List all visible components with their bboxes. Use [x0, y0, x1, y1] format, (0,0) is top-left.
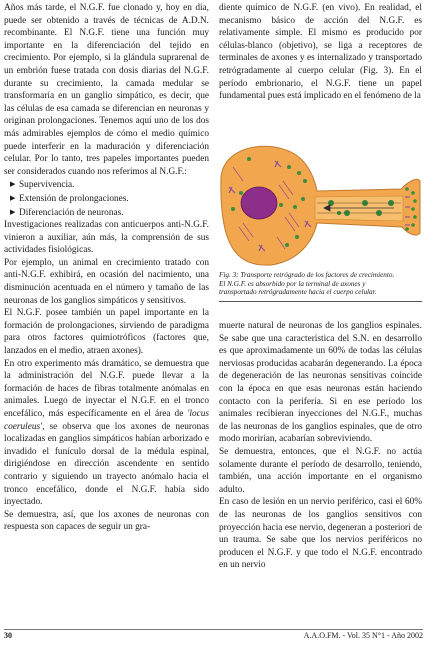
caption-line: Fig. 3: Transporte retrógrado de los factores de crecimiento.	[219, 271, 395, 279]
caption-divider	[219, 301, 422, 302]
neuron-retrograde-transport-figure	[219, 137, 422, 267]
list-item: ▶ Diferenciación de neuronas.	[10, 207, 124, 218]
caption-line: transportado retrógradamente hacia el cuerpo celular.	[219, 288, 377, 297]
caption-line: El N.G.F. es absorbido por la terminal de axones y	[219, 279, 366, 288]
paragraph: El N.G.F. posee también un papel importante en la formación de prolongaciones, sirviendo de paradigma para otros factores quimiotróficos (factores que, lanzados en el medio, atraen axones).	[4, 308, 209, 357]
footer-rule	[4, 629, 423, 630]
right-column-bottom	[219, 320, 422, 572]
left-column	[4, 2, 209, 534]
figure-caption	[219, 271, 422, 297]
page-footer	[4, 631, 423, 642]
emphasis-term: 'locus coeruleus'	[4, 409, 209, 432]
paragraph: Años más tarde, el N.G.F. fue clonado y, hoy en día, puede ser obtenido a través de técnicas de A.D.N. recombinante. El N.G.F. tiene una función muy importante en la diferenciación del tejido en crecimiento. Por ejemplo, si la glándula suprarenal de un embrión fuese tratada con dosis diarias del N.G.F. durante su crecimiento, la camada medular se transformaría en un ganglio simpático, es decir, que las células de esa camada se diferencian en neuronas y originan prolongaciones. Tenemos aquí uno de los dos más admirables ejemplos de cómo el medio químico puede interferir en la maduración y diferenciación celular. Por lo tanto, tres papeles importantes pueden ser considerados cuando nos referimos al N.G.F.:	[4, 3, 209, 177]
paragraph: Se demuestra, así, que los axones de neuronas con respuesta son capaces de seguir un gra-	[4, 509, 209, 533]
triangle-bullet-icon: ▶	[10, 180, 16, 189]
list-item: ▶ Supervivencia.	[10, 180, 75, 191]
nucleus	[241, 187, 277, 219]
paragraph: Por ejemplo, un animal en crecimiento tratado con anti-N.G.F. exhibirá, en ocasión del nacimiento, una disminución acentuada en el número y tamaño de las neuronas de los ganglios simpáticos y sensitivos.	[4, 257, 209, 306]
right-column-top	[219, 2, 422, 103]
paragraph: Investigaciones realizadas con anticuerpos anti-N.G.F. vinieron a auxiliar, aún más, la comprensión de sus actividades fisiológicas.	[4, 220, 209, 256]
paragraph: diente químico de N.G.F. (en vivo). En realidad, el mecanismo básico de acción del N.G.F. es relativamente simple. El mismo es producido por células-blanco (objetivo), se liga a receptores de terminales de axones y es internalizado y transportado retrógradamente al cuerpo celular (Fig. 3). En el período embrionario, el N.G.F. tiene un papel fundamental pues está implicado en el fenómeno de la	[219, 3, 422, 102]
page-number: 30	[4, 631, 12, 640]
journal-reference: A.A.O.FM. - Vol. 35 N°1 - Año 2002	[303, 631, 423, 640]
triangle-bullet-icon: ▶	[10, 207, 16, 216]
paragraph: En otro experimento más dramático, se demuestra que la administración del N.G.F. puede llevar a la formación de haces de fibras totalmente anómalas en animales. Luego de inyectar el N.G.F. en el tronco encefálico, más específicamente en el área de 'locus coeruleus', se observa que los axones de neuronas localizadas en ganglios simpáticos habían arborizado e invadido el funículo dorsal de la médula espinal, dirigiéndose en dirección ascendente en sentido contrario y siguiendo un trayecto anómalo hacia el tronco encefálico, donde el N.G.F. había sido inyectado.	[4, 358, 209, 508]
paragraph: Se demuestra, entonces, que el N.G.F. no actúa solamente durante el período de desarrollo, teniendo, también, una acción importante en el organismo adulto.	[219, 446, 422, 495]
paragraph: muerte natural de neuronas de los ganglios espinales. Se sabe que una característica del S.N. en desarrollo es que aproximadamente un 60% de todas las células nerviosas producidas acabarán degenerando. La época de degeneración de las neuronas sensitivas coincide con la época en que esas neuronas están haciendo contacto con la periferia. Si en ese período los animales recibieran inyecciones del N.G.F., muchas de las neuronas de los ganglios espinales, que de otro modo morirían, acabarían sobreviviendo.	[219, 321, 422, 445]
ngf-roles-list	[4, 178, 209, 219]
triangle-bullet-icon: ▶	[10, 193, 16, 202]
paragraph: En caso de lesión en un nervio periférico, casi el 60% de las neuronas de los ganglios sensitivos con proyección hacia ese nervio, degeneran a posteriori de un trauma. Se sabe que los nervios periféricos no producen el N.G.F. y que todo el N.G.F. encontrado en un nervio	[219, 497, 422, 571]
list-item: ▶ Extensión de prolongaciones.	[10, 193, 129, 204]
